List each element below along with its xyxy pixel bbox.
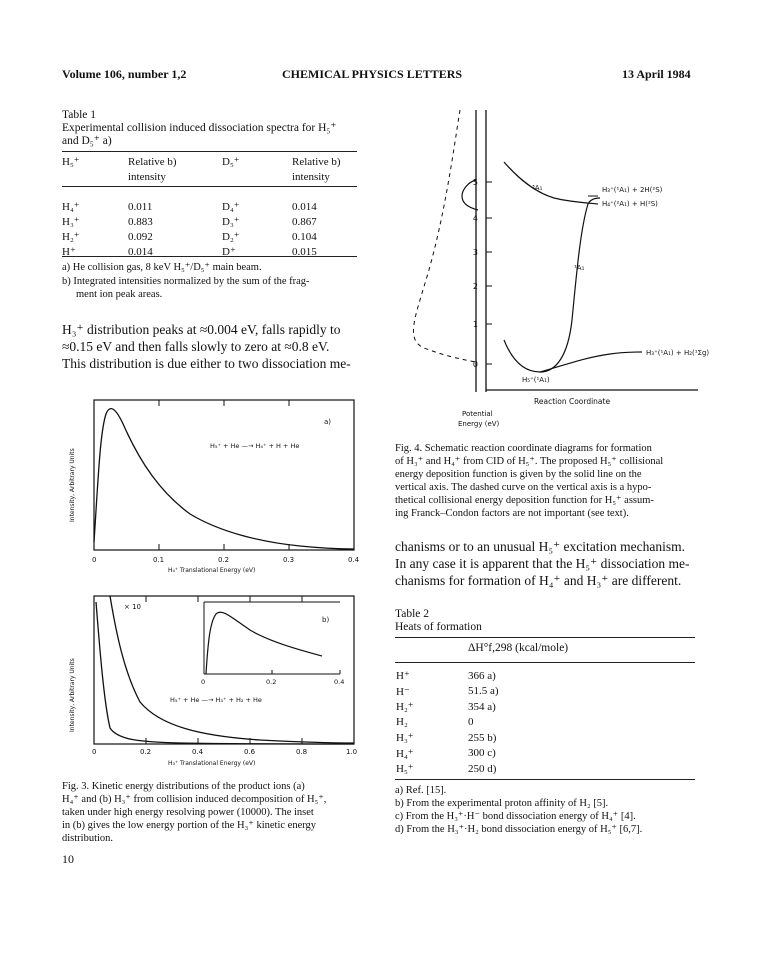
fig3a-xtick: 0 <box>92 556 97 564</box>
journal-date: 13 April 1984 <box>622 67 691 81</box>
table-cell: H⁺ <box>62 246 76 258</box>
table1-header-cell: intensity <box>292 170 330 183</box>
table-cell: 0 <box>468 716 474 729</box>
fig4-ytick: 1 <box>472 320 478 329</box>
fig3-caption-line: Fig. 3. Kinetic energy distributions of the product ions (a) <box>62 781 305 792</box>
fig4-label-product-top2: H₄⁺(²A₁) + H(²S) <box>602 200 658 208</box>
table-row <box>396 761 499 777</box>
fig4-caption-line: vertical axis. The dashed curve on the vertical axis is a hypo- <box>395 482 652 493</box>
fig4-curve-1a1 <box>504 198 600 372</box>
fig4-label-3a1: ³A₁ <box>532 184 543 192</box>
figure-4 <box>392 100 712 435</box>
journal-volume: Volume 106, number 1,2 <box>62 67 187 81</box>
table-cell: D⁺ <box>222 246 236 258</box>
table-row <box>58 214 358 229</box>
body-text-line: H₃⁺ distribution peaks at ≈0.004 eV, falls rapidly to <box>62 322 341 337</box>
fig3b-panel-label: b) <box>322 616 330 624</box>
table1-bottom-rule <box>62 256 357 257</box>
table1-label: Table 1 <box>62 109 97 121</box>
table1-header-cell: H₅⁺ <box>62 156 80 168</box>
table2-caption: Heats of formation <box>395 621 482 633</box>
table-cell: H⁺ <box>396 670 410 683</box>
table2 <box>396 668 499 777</box>
table2-footnote-d: d) From the H₃⁺·H₂ bond dissociation energy of H₅⁺ [6,7]. <box>395 824 643 835</box>
fig3a-panel-label: a) <box>324 418 332 426</box>
fig3b-reaction: H₅⁺ + He —→ H₃⁺ + H₂ + He <box>170 696 262 704</box>
table1-footnote-a: a) He collision gas, 8 keV H₅⁺/D₅⁺ main beam. <box>62 262 262 273</box>
fig4-caption-line: of H₃⁺ and H₄⁺ from CID of H₅⁺. The proposed H₅⁺ collisional <box>395 456 664 467</box>
table1-footnote-b: b) Integrated intensities normalized by the sum of the frag- <box>62 276 310 287</box>
table-cell: 0.014 <box>292 200 317 213</box>
table1-header-cell: D₅⁺ <box>222 156 240 168</box>
fig4-caption-line: energy deposition function is given by the solid line on the <box>395 469 642 480</box>
fig3a-xtick: 0.2 <box>218 556 230 564</box>
table1-header-cell <box>218 169 288 184</box>
body-text-line: chanisms for formation of H₄⁺ and H₃⁺ are different. <box>395 573 682 588</box>
fig3b-xtick: 1.0 <box>346 748 358 756</box>
fig4-caption-line: thetical collisional energy deposition function for H₅⁺ assum- <box>395 495 654 506</box>
table-cell: H⁻ <box>396 685 410 698</box>
fig3-caption-line: in (b) gives the low energy portion of the H₃⁺ kinetic energy <box>62 820 317 831</box>
table-cell: 51.5 a) <box>468 685 499 698</box>
table-cell: D₄⁺ <box>222 201 240 213</box>
fig3b-inset-xtick: 0.2 <box>266 678 277 686</box>
fig3b-xtick: 0.4 <box>192 748 204 756</box>
table2-footnote-c: c) From the H₃⁺·H⁻ bond dissociation energy of H₄⁺ [4]. <box>395 811 636 822</box>
table-cell: 0.015 <box>292 245 317 258</box>
table-cell: 0.104 <box>292 230 317 243</box>
fig3b-inset-curve <box>206 612 322 674</box>
fig4-xaxis-label: Reaction Coordinate <box>534 397 611 406</box>
fig3b-x10-label: × 10 <box>124 603 141 611</box>
table2-header-rule <box>395 662 695 663</box>
table1-header-rule <box>62 186 357 187</box>
fig3a-curve <box>94 409 354 549</box>
table-row <box>396 715 499 731</box>
fig4-caption-line: ing Franck–Condon factors are not important (see text). <box>395 508 629 519</box>
table-cell: H₃⁺ <box>62 216 80 228</box>
table-cell: H₄⁺ <box>396 747 414 760</box>
table-cell: D₂⁺ <box>222 231 240 243</box>
table1-header-row <box>58 169 358 184</box>
table1-caption-line2: and D₅⁺ a) <box>62 135 112 147</box>
fig3-caption-line: taken under high energy resolving power (10000). The inset <box>62 807 314 818</box>
fig3b-xtick: 0 <box>92 748 97 756</box>
table2-top-rule <box>395 637 695 638</box>
table-cell: H₅⁺ <box>396 763 414 776</box>
table-cell: 250 d) <box>468 762 497 775</box>
fig4-label-product-bottom: H₃⁺(¹A₁) + H₂(¹Σg) <box>646 349 710 357</box>
table1-header-row <box>58 154 358 169</box>
table1-header-cell: Relative b) <box>292 155 341 168</box>
table-cell: H₂ <box>396 716 408 729</box>
fig4-curve-product <box>540 352 642 372</box>
table-cell: 0.011 <box>128 200 153 213</box>
fig4-ytick: 5 <box>472 178 478 187</box>
table-cell: 354 a) <box>468 700 496 713</box>
table1-header-cell: intensity <box>128 170 166 183</box>
fig3b-frame <box>94 596 354 744</box>
fig3a-reaction: H₅⁺ + He —→ H₄⁺ + H + He <box>210 442 300 450</box>
fig3a-xtick: 0.4 <box>348 556 360 564</box>
table-row <box>396 746 499 762</box>
table-cell: H₂⁺ <box>396 701 414 714</box>
fig3-caption-line: H₄⁺ and (b) H₃⁺ from collision induced decomposition of H₅⁺, <box>62 794 327 805</box>
body-text-line: chanisms or to an unusual H₅⁺ excitation mechanism. <box>395 539 686 554</box>
fig4-curve-3a1 <box>504 162 598 204</box>
fig4-caption-line: Fig. 4. Schematic reaction coordinate diagrams for formation <box>395 443 652 454</box>
fig3b-xtick: 0.6 <box>244 748 256 756</box>
table-cell: H₃⁺ <box>396 732 414 745</box>
table-row <box>396 699 499 715</box>
table-cell: 300 c) <box>468 747 496 760</box>
body-text-line: ≈0.15 eV and then falls slowly to zero at ≈0.8 eV. <box>62 339 330 354</box>
fig3a-ylabel: Intensity, Arbitrary Units <box>69 448 76 522</box>
fig4-label-reactant: H₅⁺(¹A₁) <box>522 376 550 384</box>
figure-3 <box>60 392 372 782</box>
table-row <box>58 229 358 244</box>
fig4-yaxis-label1: Potential <box>462 410 493 418</box>
table2-bottom-rule <box>395 779 695 780</box>
table2-footnote-a: a) Ref. [15]. <box>395 785 447 796</box>
fig4-ytick: 2 <box>472 282 478 291</box>
table-cell: 0.014 <box>128 245 153 258</box>
fig3b-xlabel: H₃⁺ Translational Energy (eV) <box>168 760 256 767</box>
table1-footnote-b-cont: ment ion peak areas. <box>76 289 163 300</box>
table-cell: H₄⁺ <box>62 201 80 213</box>
fig3a-frame <box>94 400 354 550</box>
table-cell: 0.867 <box>292 215 317 228</box>
table1-caption-line1: Experimental collision induced dissociation spectra for H₅⁺ <box>62 122 337 134</box>
table1 <box>58 154 358 259</box>
fig4-dashed-curve <box>413 110 476 362</box>
body-text-line: In any case it is apparent that the H₅⁺ dissociation me- <box>395 556 690 571</box>
table-row <box>396 730 499 746</box>
body-text-line: This distribution is due either to two dissociation me- <box>62 356 351 371</box>
table-cell: 0.883 <box>128 215 153 228</box>
fig3a-xlabel: H₄⁺ Translational Energy (eV) <box>168 567 256 574</box>
fig3b-xtick: 0.8 <box>296 748 308 756</box>
fig4-label-product-top1: H₃⁺(¹A₁) + 2H(²S) <box>602 186 663 194</box>
fig4-label-1a1: ¹A₁ <box>574 264 585 272</box>
table2-col-header: ΔH°f,298 (kcal/mole) <box>468 642 569 654</box>
fig3b-ylabel: Intensity, Arbitrary Units <box>69 658 76 732</box>
fig3-caption-line: distribution. <box>62 833 114 844</box>
table2-label: Table 2 <box>395 608 430 620</box>
table-row <box>58 199 358 214</box>
journal-title: CHEMICAL PHYSICS LETTERS <box>282 67 463 81</box>
fig4-ytick: 4 <box>472 214 478 223</box>
table1-top-rule <box>62 151 357 152</box>
fig3b-xtick: 0.2 <box>140 748 152 756</box>
table1-header-cell <box>58 169 124 184</box>
table-row <box>396 668 499 684</box>
fig3b-inset <box>201 602 344 686</box>
fig4-ytick: 3 <box>472 248 478 257</box>
fig3a-xtick: 0.1 <box>153 556 165 564</box>
fig4-ytick: 0 <box>472 360 478 369</box>
fig3b-curve <box>96 602 354 744</box>
fig3-panel-b <box>69 596 357 767</box>
fig3a-xtick: 0.3 <box>283 556 295 564</box>
table-cell: H₂⁺ <box>62 231 80 243</box>
table1-header-cell: Relative b) <box>128 155 177 168</box>
table-cell: 255 b) <box>468 731 497 744</box>
table-row <box>396 684 499 700</box>
page-number: 10 <box>62 852 74 866</box>
fig4-yaxis-label2: Energy (eV) <box>458 420 500 428</box>
fig3b-inset-xtick: 0 <box>201 678 206 686</box>
table2-footnote-b: b) From the experimental proton affinity of H₂ [5]. <box>395 798 609 809</box>
table-cell: 0.092 <box>128 230 153 243</box>
fig3b-inset-xtick: 0.4 <box>334 678 345 686</box>
table-cell: D₃⁺ <box>222 216 240 228</box>
table-cell: 366 a) <box>468 669 496 682</box>
fig3-panel-a <box>69 400 360 574</box>
